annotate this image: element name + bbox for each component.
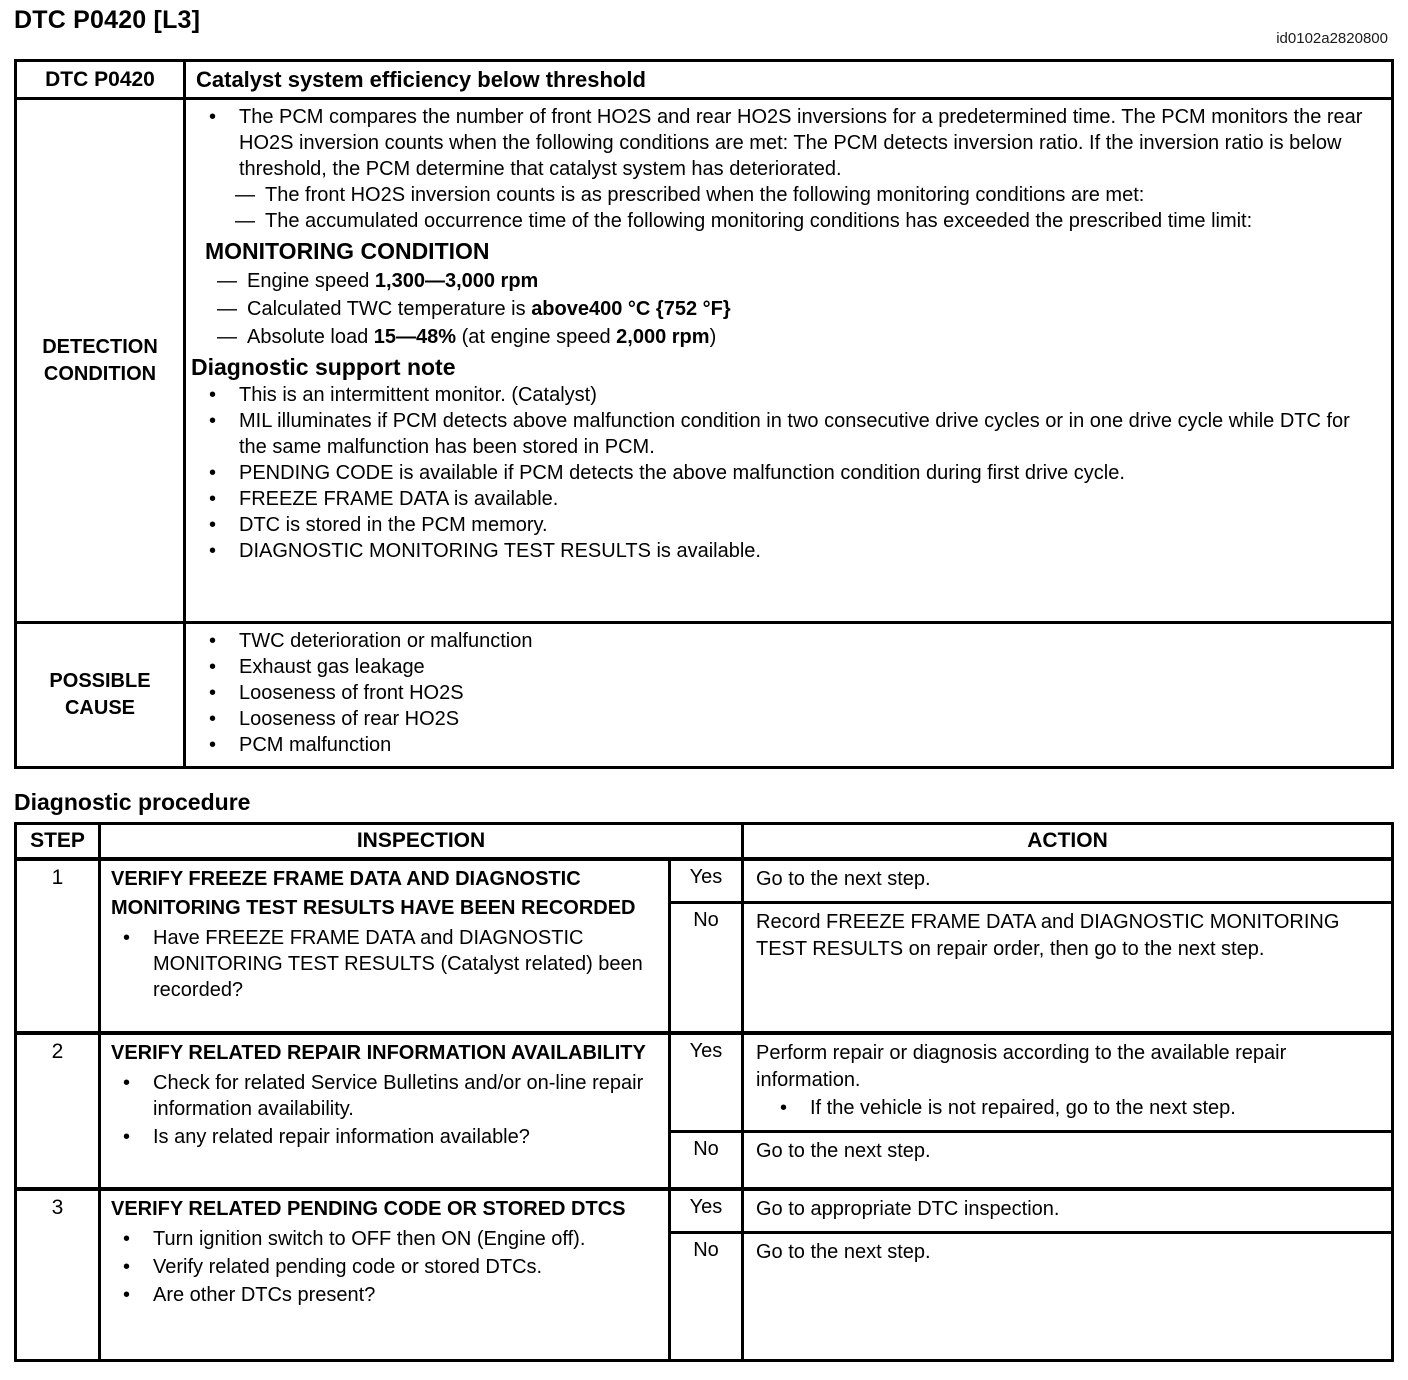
support-note-text: FREEZE FRAME DATA is available. <box>239 488 559 511</box>
inspection-item-text: Turn ignition switch to OFF then ON (Engine off). <box>153 1228 586 1251</box>
yes-label: Yes <box>671 1035 744 1130</box>
bullet-icon: • <box>209 462 217 485</box>
bullet-icon: • <box>123 1256 131 1279</box>
procedure-step-row <box>17 861 1391 1031</box>
yes-action-main-text: Perform repair or diagnosis according to the available repair information. <box>756 1042 1287 1092</box>
inspection-item <box>111 1070 660 1122</box>
bullet-icon: • <box>123 1228 131 1251</box>
bullet-icon: • <box>209 106 217 129</box>
inspection-title: VERIFY FREEZE FRAME DATA AND DIAGNOSTIC MONITORING TEST RESULTS HAVE BEEN RECORDED <box>111 868 636 920</box>
inspection-item-text: Check for related Service Bulletins and/or on-line repair information availability. <box>153 1072 644 1121</box>
bullet-icon: • <box>209 630 217 653</box>
inspection-cell <box>98 861 668 1031</box>
text-segment: Calculated TWC temperature is <box>247 298 532 321</box>
support-note-text: PENDING CODE is available if PCM detects the above malfunction condition during first drive cycle. <box>239 462 1125 485</box>
action-cell <box>668 1191 1391 1359</box>
bullet-icon: • <box>123 1284 131 1307</box>
possible-cause-text: Looseness of front HO2S <box>239 682 464 705</box>
column-header-inspection: INSPECTION <box>98 825 741 857</box>
possible-cause-item <box>191 628 1377 654</box>
monitoring-item-text <box>247 323 716 351</box>
action-yes-row <box>671 1191 1391 1231</box>
bullet-icon: • <box>780 1097 788 1120</box>
procedure-step-row <box>17 1031 1391 1187</box>
possible-cause-item <box>191 732 1377 758</box>
action-yes-row <box>671 861 1391 901</box>
dash-icon: — <box>235 210 255 233</box>
possible-cause-text: TWC deterioration or malfunction <box>239 630 533 653</box>
yes-action-text <box>744 1035 1391 1130</box>
text-segment: Absolute load <box>247 326 374 349</box>
procedure-header-row <box>17 825 1391 861</box>
detection-intro-item <box>191 104 1377 182</box>
bullet-icon: • <box>209 682 217 705</box>
support-note-text: DTC is stored in the PCM memory. <box>239 514 548 537</box>
bullet-icon: • <box>209 708 217 731</box>
detection-dash-text: The accumulated occurrence time of the following monitoring conditions has exceeded the prescribed time limit: <box>265 210 1253 233</box>
yes-action-sub-text: If the vehicle is not repaired, go to the next step. <box>810 1097 1236 1120</box>
yes-action-text: Go to appropriate DTC inspection. <box>756 1198 1060 1221</box>
text-segment-bold: above400 °C {752 °F} <box>531 298 731 321</box>
inspection-item-text: Verify related pending code or stored DTCs. <box>153 1256 543 1279</box>
inspection-item-text: Are other DTCs present? <box>153 1284 376 1307</box>
action-no-row <box>671 1231 1391 1359</box>
step-number: 2 <box>51 1040 64 1064</box>
inspection-item <box>111 1254 660 1280</box>
inspection-title: VERIFY RELATED REPAIR INFORMATION AVAILABILITY <box>111 1042 646 1065</box>
monitoring-item-text <box>247 295 731 323</box>
text-segment-bold: 2,000 rpm <box>616 326 710 349</box>
detection-condition-label: DETECTION CONDITION <box>17 97 183 621</box>
bullet-icon: • <box>209 734 217 757</box>
bullet-icon: • <box>209 514 217 537</box>
column-header-action: ACTION <box>741 825 1391 857</box>
no-action-text: Go to the next step. <box>756 1241 931 1264</box>
bullet-icon: • <box>209 384 217 407</box>
support-note-item <box>191 538 1377 564</box>
bullet-icon: • <box>209 540 217 563</box>
yes-label: Yes <box>671 1191 744 1231</box>
possible-cause-text: Looseness of rear HO2S <box>239 708 460 731</box>
dtc-description-table <box>14 59 1394 769</box>
document-id: id0102a2820800 <box>1276 30 1388 47</box>
yes-action-sub-item <box>756 1095 1381 1122</box>
column-header-step: STEP <box>30 829 85 853</box>
text-segment: ) <box>709 326 717 349</box>
diagnostic-procedure-table <box>14 822 1394 1362</box>
diagnostic-support-note-heading: Diagnostic support note <box>191 354 456 381</box>
support-note-text: DIAGNOSTIC MONITORING TEST RESULTS is available. <box>239 540 761 563</box>
inspection-cell <box>98 1035 668 1187</box>
support-note-item <box>191 512 1377 538</box>
support-note-item <box>191 460 1377 486</box>
dtc-code-cell: DTC P0420 <box>45 67 155 91</box>
bullet-icon: • <box>209 410 217 433</box>
detection-dash-item <box>191 208 1377 234</box>
bullet-icon: • <box>209 488 217 511</box>
inspection-cell <box>98 1191 668 1359</box>
action-yes-row <box>671 1035 1391 1130</box>
no-action-text: Record FREEZE FRAME DATA and DIAGNOSTIC MONITORING TEST RESULTS on repair order, then go to the next step. <box>756 911 1340 961</box>
possible-cause-item <box>191 706 1377 732</box>
support-note-item <box>191 408 1377 460</box>
support-note-text: This is an intermittent monitor. (Catalyst) <box>239 384 597 407</box>
detection-intro-text: The PCM compares the number of front HO2S and rear HO2S inversions for a predetermined time. The PCM monitors the rear HO2S inversion counts when the following conditions are met: The PCM detects inversion ratio. If the inversion ratio is below threshold, the PCM determine that catalyst system has deteriorated. <box>239 106 1363 181</box>
page-title: DTC P0420 [L3] <box>14 6 201 34</box>
detection-dash-item <box>191 182 1377 208</box>
dtc-name-cell: Catalyst system efficiency below threshold <box>183 62 1391 97</box>
bullet-icon: • <box>123 927 131 950</box>
monitoring-condition-heading: MONITORING CONDITION <box>205 238 490 265</box>
no-label: No <box>671 904 744 1031</box>
possible-cause-item <box>191 654 1377 680</box>
inspection-title: VERIFY RELATED PENDING CODE OR STORED DTCS <box>111 1198 626 1221</box>
dash-icon: — <box>235 184 255 207</box>
monitoring-item <box>191 295 1377 323</box>
dash-icon: — <box>217 298 237 321</box>
diagnostic-procedure-heading: Diagnostic procedure <box>14 789 251 816</box>
action-no-row <box>671 1130 1391 1187</box>
text-segment-bold: 1,300—3,000 rpm <box>374 270 539 293</box>
text-segment-bold: 15—48% <box>373 326 457 349</box>
inspection-item <box>111 1282 660 1308</box>
dash-icon: — <box>217 270 237 293</box>
support-note-item <box>191 486 1377 512</box>
possible-cause-text: Exhaust gas leakage <box>239 656 425 679</box>
dash-icon: — <box>217 326 237 349</box>
yes-action-text: Go to the next step. <box>756 868 931 891</box>
possible-cause-content <box>183 621 1391 766</box>
possible-cause-item <box>191 680 1377 706</box>
bullet-icon: • <box>123 1126 131 1149</box>
support-note-text: MIL illuminates if PCM detects above malfunction condition in two consecutive drive cycles or in one drive cycle while DTC for the same malfunction has been stored in PCM. <box>239 410 1350 459</box>
step-number: 3 <box>51 1196 64 1220</box>
inspection-item <box>111 1226 660 1252</box>
monitoring-item <box>191 267 1377 295</box>
inspection-item <box>111 1124 660 1150</box>
detection-condition-content <box>183 97 1391 621</box>
text-segment: Engine speed <box>247 270 375 293</box>
action-no-row <box>671 901 1391 1031</box>
support-note-item <box>191 382 1377 408</box>
bullet-icon: • <box>209 656 217 679</box>
no-label: No <box>671 1133 744 1187</box>
action-cell <box>668 861 1391 1031</box>
possible-cause-label: POSSIBLE CAUSE <box>17 621 183 766</box>
monitoring-item-text <box>247 267 538 295</box>
text-segment: (at engine speed <box>456 326 617 349</box>
no-action-text: Go to the next step. <box>756 1140 931 1163</box>
bullet-icon: • <box>123 1072 131 1095</box>
possible-cause-text: PCM malfunction <box>239 734 392 757</box>
inspection-item <box>111 925 660 1003</box>
inspection-item-text: Have FREEZE FRAME DATA and DIAGNOSTIC MONITORING TEST RESULTS (Catalyst related) been recorded? <box>153 927 643 1002</box>
monitoring-item <box>191 323 1377 351</box>
no-label: No <box>671 1234 744 1359</box>
step-number: 1 <box>51 866 64 890</box>
inspection-item-text: Is any related repair information available? <box>153 1126 530 1149</box>
detection-dash-text: The front HO2S inversion counts is as prescribed when the following monitoring conditions are met: <box>265 184 1145 207</box>
yes-label: Yes <box>671 861 744 901</box>
procedure-step-row <box>17 1187 1391 1359</box>
action-cell <box>668 1035 1391 1187</box>
